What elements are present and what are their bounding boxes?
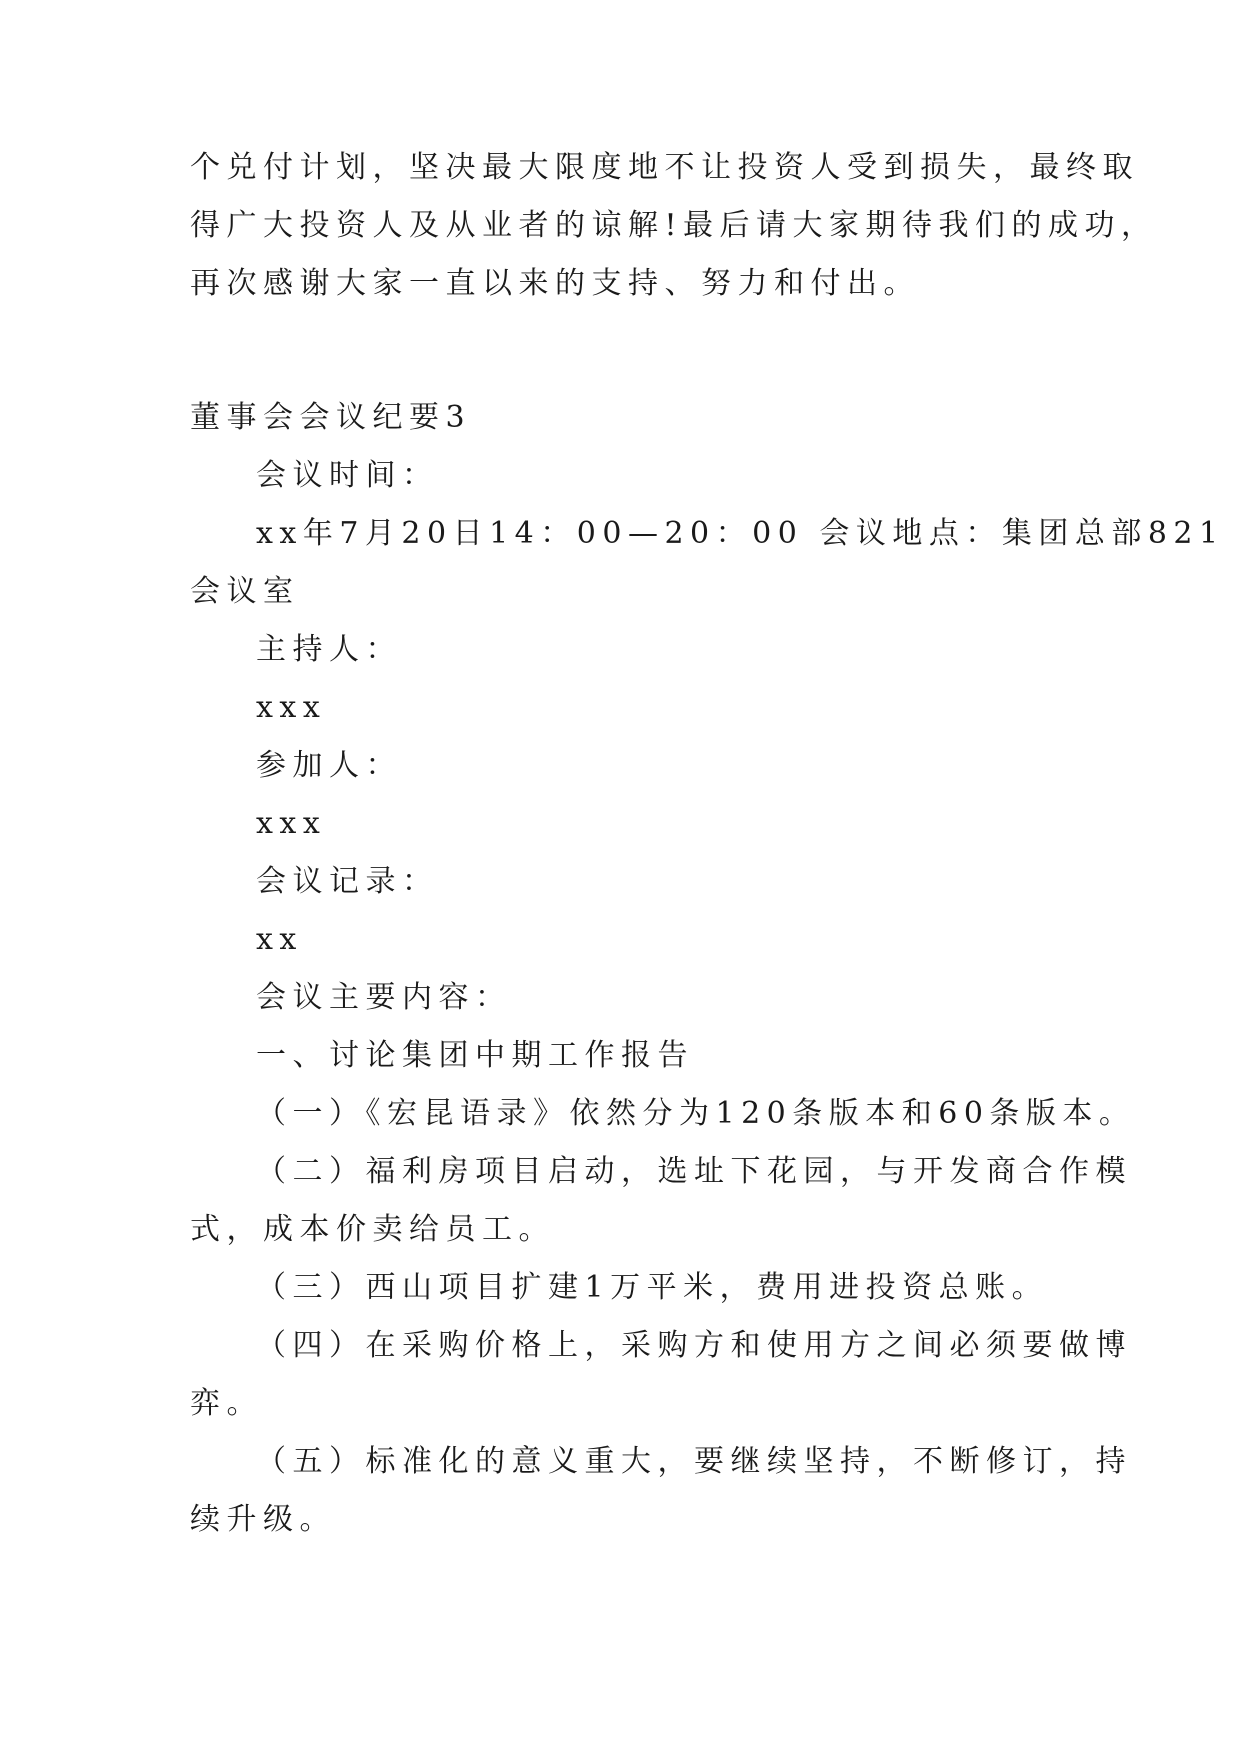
paragraph-line: 得广大投资人及从业者的谅解!最后请大家期待我们的成功，: [190, 208, 1158, 243]
paragraph-line: 再次感谢大家一直以来的支持、努力和付出。: [190, 266, 920, 301]
meeting-location-cont: 会议室: [190, 574, 300, 609]
section-heading: 董事会会议纪要3: [190, 400, 472, 435]
agenda-subitem-5-cont: 续升级。: [190, 1502, 336, 1537]
meeting-time-value: xx年7月20日14：00—20：00 会议地点：集团总部821: [256, 516, 1225, 551]
agenda-subitem-4: （四）在采购价格上，采购方和使用方之间必须要做博: [256, 1328, 1132, 1363]
host-label: 主持人：: [256, 632, 402, 667]
attendees-value: xxx: [256, 806, 327, 841]
host-value: xxx: [256, 690, 327, 725]
agenda-subitem-4-cont: 弈。: [190, 1386, 263, 1421]
attendees-label: 参加人：: [256, 748, 402, 783]
main-content-label: 会议主要内容：: [256, 980, 512, 1015]
agenda-subitem-5: （五）标准化的意义重大，要继续坚持，不断修订，持: [256, 1444, 1132, 1479]
agenda-item-heading: 一、讨论集团中期工作报告: [256, 1038, 694, 1073]
meeting-time-label: 会议时间：: [256, 458, 439, 493]
agenda-subitem-2: （二）福利房项目启动，选址下花园，与开发商合作模: [256, 1154, 1132, 1189]
recorder-label: 会议记录：: [256, 864, 439, 899]
paragraph-line: 个兑付计划，坚决最大限度地不让投资人受到损失，最终取: [190, 150, 1139, 185]
agenda-subitem-1: （一）《宏昆语录》依然分为120条版本和60条版本。: [256, 1096, 1136, 1131]
agenda-subitem-3: （三）西山项目扩建1万平米，费用进投资总账。: [256, 1270, 1049, 1305]
recorder-value: xx: [256, 922, 303, 957]
agenda-subitem-2-cont: 式，成本价卖给员工。: [190, 1212, 555, 1247]
